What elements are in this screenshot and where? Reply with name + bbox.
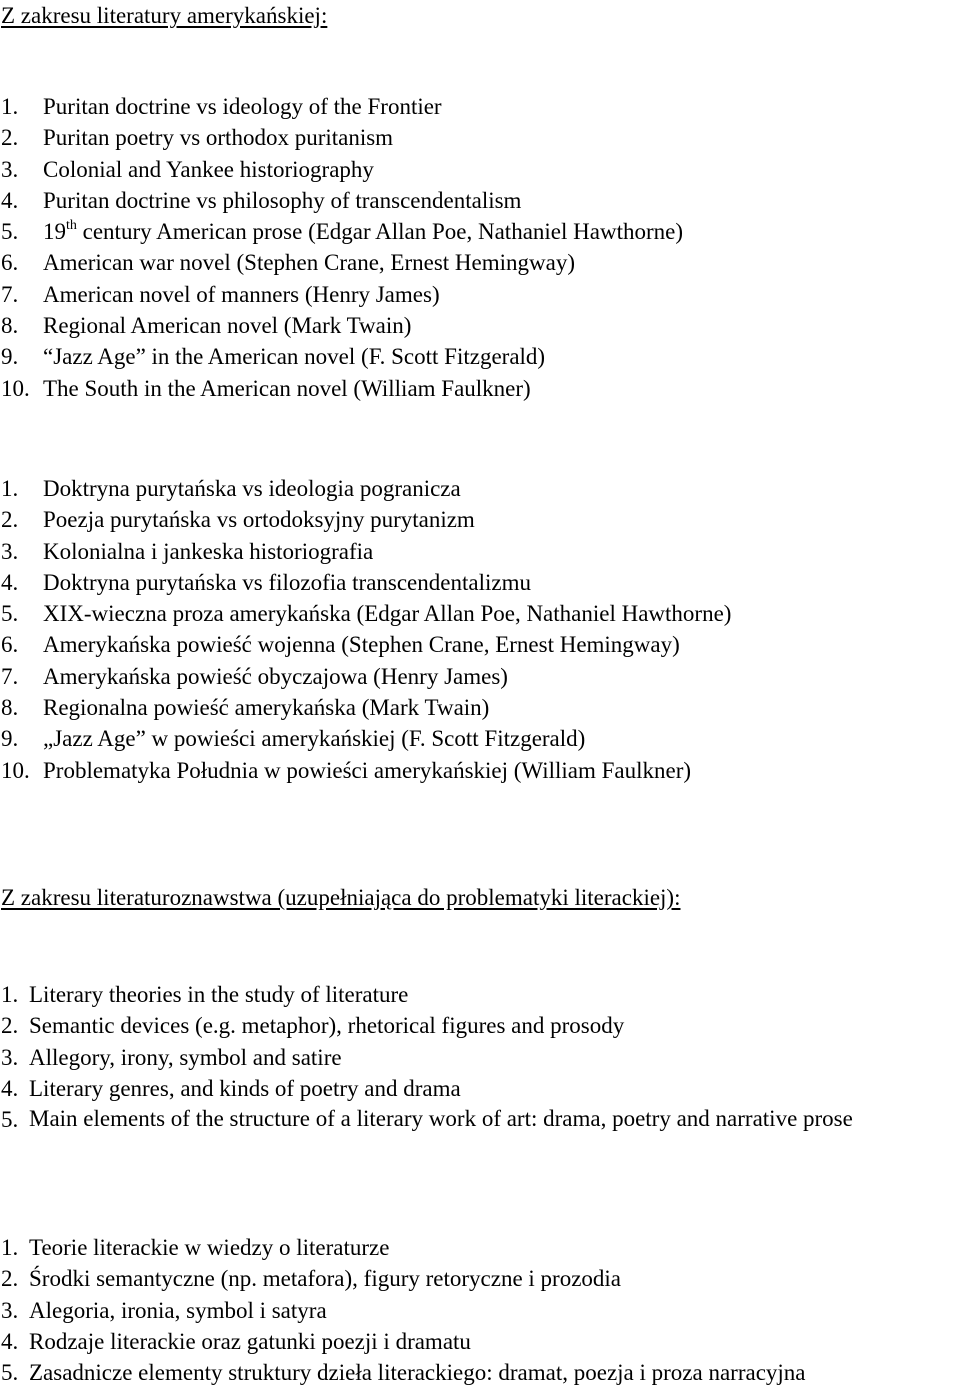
- item-text: Rodzaje literackie oraz gatunki poezji i dramatu: [29, 1328, 471, 1354]
- item-text: XIX-wieczna proza amerykańska (Edgar Allan Poe, Nathaniel Hawthorne): [43, 601, 732, 627]
- item-text: Alegoria, ironia, symbol i satyra: [29, 1297, 327, 1323]
- item-text: Semantic devices (e.g. metaphor), rhetorical figures and prosody: [29, 1013, 625, 1039]
- item-number: 2.: [1, 1013, 19, 1039]
- item-text: American war novel (Stephen Crane, Ernest Hemingway): [43, 250, 576, 276]
- item-number: 4.: [1, 187, 19, 213]
- item-number: 5.: [1, 219, 19, 245]
- item-text: Teorie literackie w wiedzy o literaturze: [29, 1235, 390, 1260]
- item-text: „Jazz Age” w powieści amerykańskiej (F. Scott Fitzgerald): [43, 726, 586, 752]
- item-number: 8.: [1, 313, 19, 339]
- item-text: Kolonialna i jankeska historiografia: [43, 538, 374, 564]
- item-text-part: 19: [43, 219, 66, 245]
- item-text: Amerykańska powieść obyczajowa (Henry James): [43, 663, 508, 689]
- item-text: Zasadnicze elementy struktury dzieła literackiego: dramat, poezja i proza narracyjna: [29, 1360, 806, 1386]
- item-number: 10.: [1, 757, 30, 783]
- item-number: 9.: [1, 726, 19, 752]
- item-number: 6.: [1, 250, 19, 276]
- item-text: Main elements of the structure of a literary work of art: drama, poetry and narrative prose: [29, 1106, 853, 1132]
- item-number: 3.: [1, 1044, 19, 1070]
- item-text: Doktryna purytańska vs filozofia transcendentalizmu: [43, 569, 531, 595]
- item-number: 1.: [1, 982, 19, 1007]
- item-number: 2.: [1, 1266, 19, 1292]
- item-text: Literary theories in the study of literature: [29, 982, 409, 1007]
- item-text: Literary genres, and kinds of poetry and drama: [29, 1075, 461, 1101]
- item-text: American novel of manners (Henry James): [43, 281, 440, 307]
- item-number: 3.: [1, 156, 19, 182]
- item-number: 1.: [1, 94, 19, 119]
- item-text: “Jazz Age” in the American novel (F. Scott Fitzgerald): [43, 344, 546, 370]
- section-heading-american-literature: Z zakresu literatury amerykańskiej:: [1, 3, 328, 28]
- item-number: 3.: [1, 538, 19, 564]
- superscript: th: [66, 217, 77, 233]
- item-number: 5.: [1, 601, 19, 627]
- item-text: Puritan doctrine vs philosophy of transcendentalism: [43, 187, 522, 213]
- item-text: Puritan doctrine vs ideology of the Frontier: [43, 94, 442, 119]
- item-number: 4.: [1, 1075, 19, 1101]
- item-number: 7.: [1, 663, 19, 689]
- item-number: 3.: [1, 1297, 19, 1323]
- item-text: Amerykańska powieść wojenna (Stephen Crane, Ernest Hemingway): [43, 632, 680, 658]
- item-number: 8.: [1, 695, 19, 721]
- item-text: Regional American novel (Mark Twain): [43, 313, 412, 339]
- item-number: 10.: [1, 375, 30, 401]
- item-text-part: century American prose (Edgar Allan Poe, Nathaniel Hawthorne): [76, 219, 683, 245]
- item-text: Problematyka Południa w powieści amerykańskiej (William Faulkner): [43, 757, 692, 783]
- item-text: Środki semantyczne (np. metafora), figury retoryczne i prozodia: [29, 1266, 622, 1292]
- item-text: Colonial and Yankee historiography: [43, 156, 374, 182]
- item-number: 1.: [1, 476, 19, 501]
- item-text: The South in the American novel (William Faulkner): [43, 375, 531, 401]
- item-text: Doktryna purytańska vs ideologia pogranicza: [43, 476, 461, 501]
- section-heading-literary-studies: Z zakresu literaturoznawstwa (uzupełniająca do problematyki literackiej):: [1, 885, 681, 910]
- item-text: Regionalna powieść amerykańska (Mark Twain): [43, 695, 490, 721]
- item-number: 9.: [1, 344, 19, 370]
- item-number: 5.: [1, 1107, 19, 1133]
- item-number: 7.: [1, 281, 19, 307]
- item-number: 5.: [1, 1360, 19, 1386]
- item-number: 4.: [1, 1328, 19, 1354]
- item-number: 1.: [1, 1235, 19, 1260]
- item-text: Poezja purytańska vs ortodoksyjny purytanizm: [43, 507, 475, 533]
- item-number: 6.: [1, 632, 19, 658]
- item-number: 2.: [1, 507, 19, 533]
- item-number: 4.: [1, 569, 19, 595]
- item-text: [43, 217, 683, 245]
- item-number: 2.: [1, 125, 19, 151]
- item-text: Allegory, irony, symbol and satire: [29, 1044, 342, 1070]
- item-text: Puritan poetry vs orthodox puritanism: [43, 125, 394, 151]
